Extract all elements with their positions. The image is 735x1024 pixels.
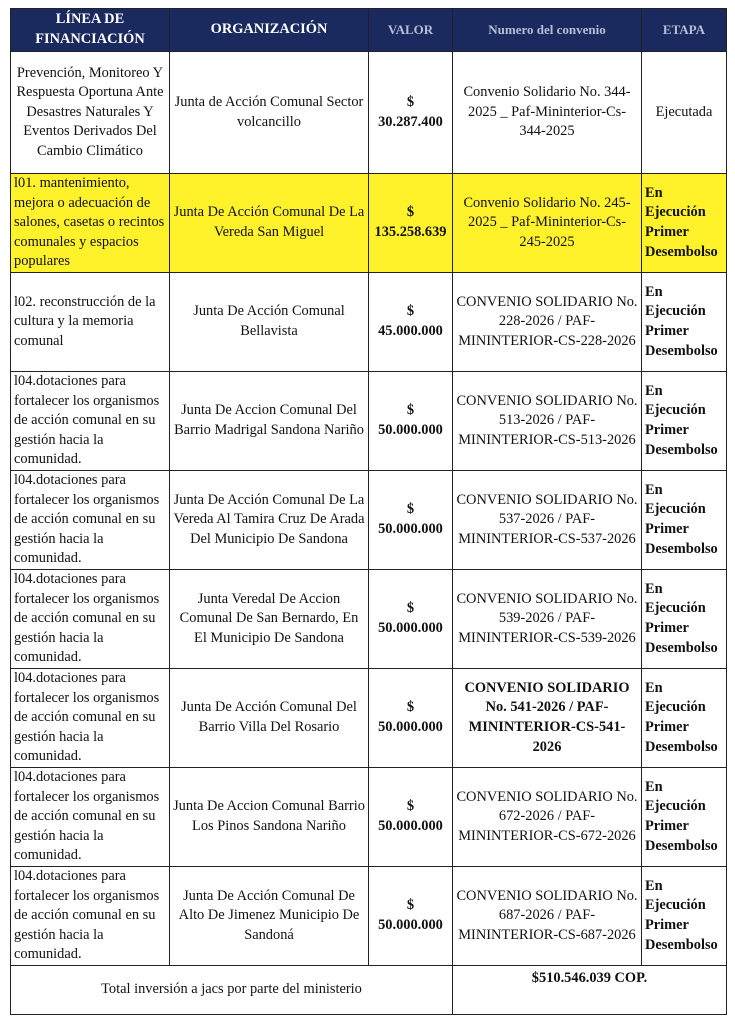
header-organizacion: ORGANIZACIÓN [170,9,369,52]
cell-organizacion: Junta De Acción Comunal De La Vereda San Miguel [170,174,369,273]
cell-convenio: CONVENIO SOLIDARIO No. 228-2026 / PAF-MININTERIOR-CS-228-2026 [453,272,642,371]
cell-organizacion: Junta De Acción Comunal De La Vereda Al Tamira Cruz De Arada Del Municipio De Sandona [170,470,369,569]
cell-convenio: CONVENIO SOLIDARIO No. 541-2026 / PAF-MININTERIOR-CS-541-2026 [453,668,642,767]
total-value: $510.546.039 COP. [453,965,727,1014]
table-row [11,52,727,174]
cell-linea: l01. mantenimiento, mejora o adecuación de salones, casetas o recintos comunales y espacios populares [11,174,170,273]
currency-symbol: $ [406,897,415,914]
cell-convenio: CONVENIO SOLIDARIO No. 513-2026 / PAF-MININTERIOR-CS-513-2026 [453,371,642,470]
currency-symbol: $ [406,93,415,110]
cell-organizacion: Junta De Accion Comunal Barrio Los Pinos Sandona Nariño [170,767,369,866]
valor-amount: 135.258.639 [374,223,447,240]
cell-linea: l04.dotaciones para fortalecer los organismos de acción comunal en su gestión hacia la comunidad. [11,569,170,668]
currency-symbol: $ [406,501,415,518]
valor-amount: 50.000.000 [378,421,443,438]
cell-convenio: CONVENIO SOLIDARIO No. 687-2026 / PAF-MININTERIOR-CS-687-2026 [453,866,642,965]
financing-table [10,8,727,1015]
currency-symbol: $ [406,699,415,716]
currency-symbol: $ [406,600,415,617]
cell-etapa: En Ejecución Primer Desembolso [642,272,727,371]
cell-linea: l04.dotaciones para fortalecer los organismos de acción comunal en su gestión hacia la comunidad. [11,371,170,470]
cell-valor [369,668,453,767]
cell-linea: l02. reconstrucción de la cultura y la memoria comunal [11,272,170,371]
cell-organizacion: Junta De Accion Comunal Del Barrio Madrigal Sandona Nariño [170,371,369,470]
cell-etapa: En Ejecución Primer Desembolso [642,174,727,273]
valor-amount: 30.287.400 [378,113,443,130]
cell-organizacion: Junta De Acción Comunal Bellavista [170,272,369,371]
cell-valor [369,569,453,668]
cell-convenio: CONVENIO SOLIDARIO No. 672-2026 / PAF-MININTERIOR-CS-672-2026 [453,767,642,866]
cell-valor [369,52,453,174]
header-valor: VALOR [369,9,453,52]
table-row [11,866,727,965]
cell-valor [369,371,453,470]
table-row [11,272,727,371]
valor-amount: 50.000.000 [378,619,443,636]
cell-etapa: En Ejecución Primer Desembolso [642,371,727,470]
cell-linea: l04.dotaciones para fortalecer los organismos de acción comunal en su gestión hacia la comunidad. [11,668,170,767]
valor-amount: 50.000.000 [378,817,443,834]
header-numero-convenio: Numero del convenio [453,9,642,52]
table-row [11,470,727,569]
valor-amount: 50.000.000 [378,718,443,735]
cell-linea: l04.dotaciones para fortalecer los organismos de acción comunal en su gestión hacia la comunidad. [11,866,170,965]
currency-symbol: $ [406,303,415,320]
cell-organizacion: Junta De Acción Comunal Del Barrio Villa Del Rosario [170,668,369,767]
valor-amount: 45.000.000 [378,322,443,339]
cell-valor [369,174,453,273]
cell-etapa: En Ejecución Primer Desembolso [642,569,727,668]
valor-amount: 50.000.000 [378,520,443,537]
cell-linea: l04.dotaciones para fortalecer los organismos de acción comunal en su gestión hacia la comunidad. [11,767,170,866]
cell-convenio: Convenio Solidario No. 344-2025 _ Paf-Mininterior-Cs-344-2025 [453,52,642,174]
cell-linea: l04.dotaciones para fortalecer los organismos de acción comunal en su gestión hacia la comunidad. [11,470,170,569]
cell-linea: Prevención, Monitoreo Y Respuesta Oportuna Ante Desastres Naturales Y Eventos Derivados Del Cambio Climático [11,52,170,174]
cell-valor [369,470,453,569]
total-label: Total inversión a jacs por parte del ministerio [11,965,453,1014]
currency-symbol: $ [406,402,415,419]
currency-symbol: $ [406,204,415,221]
table-row [11,569,727,668]
cell-etapa: En Ejecución Primer Desembolso [642,668,727,767]
total-row [11,965,727,1014]
header-linea: LÍNEA DE FINANCIACIÓN [11,9,170,52]
header-row [11,9,727,52]
header-etapa: ETAPA [642,9,727,52]
cell-etapa: En Ejecución Primer Desembolso [642,470,727,569]
table-row [11,668,727,767]
cell-convenio: CONVENIO SOLIDARIO No. 537-2026 / PAF-MININTERIOR-CS-537-2026 [453,470,642,569]
cell-organizacion: Junta De Acción Comunal De Alto De Jimenez Municipio De Sandoná [170,866,369,965]
cell-organizacion: Junta de Acción Comunal Sector volcancillo [170,52,369,174]
cell-etapa: Ejecutada [642,52,727,174]
cell-organizacion: Junta Veredal De Accion Comunal De San Bernardo, En El Municipio De Sandona [170,569,369,668]
cell-valor [369,866,453,965]
valor-amount: 50.000.000 [378,916,443,933]
table-row-highlighted [11,174,727,273]
table-row [11,371,727,470]
cell-valor [369,767,453,866]
cell-etapa: En Ejecución Primer Desembolso [642,866,727,965]
table-row [11,767,727,866]
cell-valor [369,272,453,371]
cell-convenio: CONVENIO SOLIDARIO No. 539-2026 / PAF-MININTERIOR-CS-539-2026 [453,569,642,668]
cell-convenio: Convenio Solidario No. 245-2025 _ Paf-Mininterior-Cs-245-2025 [453,174,642,273]
currency-symbol: $ [406,798,415,815]
cell-etapa: En Ejecución Primer Desembolso [642,767,727,866]
